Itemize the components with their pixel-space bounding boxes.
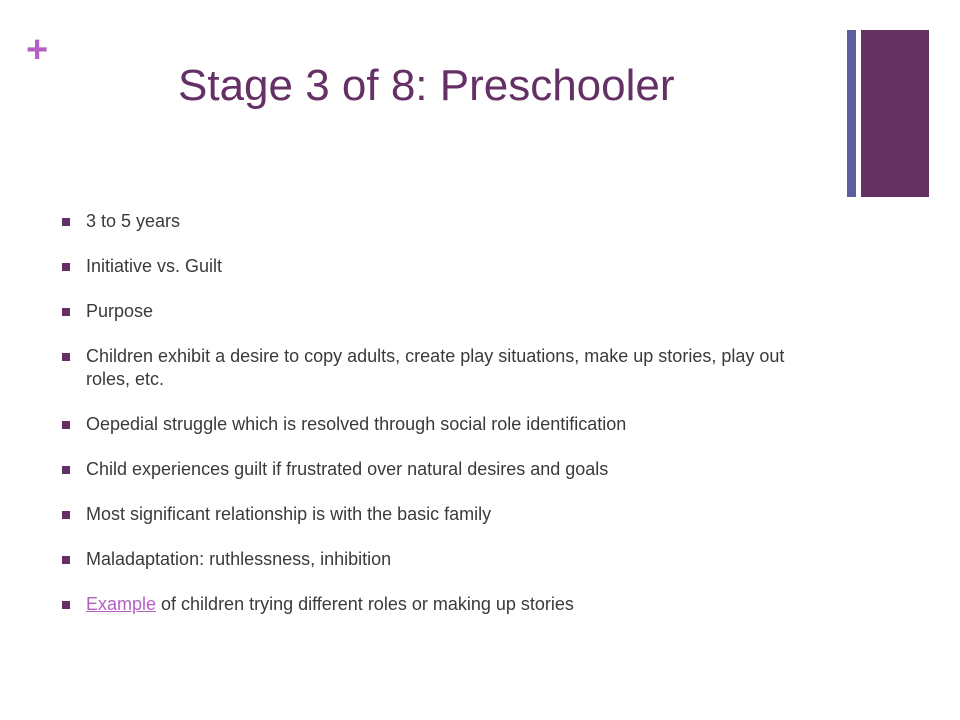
bullet-item-age-range xyxy=(62,210,802,233)
bullet-marker-icon xyxy=(62,218,70,226)
bullet-marker-icon xyxy=(62,308,70,316)
bullet-list xyxy=(62,210,802,638)
example-link[interactable]: Example xyxy=(86,594,157,614)
bullet-text: Oepedial struggle which is resolved through social role identification xyxy=(86,414,627,434)
bullet-marker-icon xyxy=(62,421,70,429)
bullet-text: 3 to 5 years xyxy=(86,211,181,231)
bullet-text: Purpose xyxy=(86,301,154,321)
bullet-item-struggle xyxy=(62,413,802,436)
bullet-item-behavior xyxy=(62,345,802,391)
slide-title: Stage 3 of 8: Preschooler xyxy=(178,61,675,110)
bullet-text: Maladaptation: ruthlessness, inhibition xyxy=(86,549,392,569)
bullet-item-relationship xyxy=(62,503,802,526)
bullet-item-maladaptation xyxy=(62,548,802,571)
decorative-bar-thin xyxy=(847,30,856,197)
bullet-marker-icon xyxy=(62,353,70,361)
bullet-item-example xyxy=(62,593,802,616)
bullet-item-conflict xyxy=(62,255,802,278)
bullet-text: Child experiences guilt if frustrated over natural desires and goals xyxy=(86,459,609,479)
bullet-item-guilt xyxy=(62,458,802,481)
bullet-text: Children exhibit a desire to copy adults, create play situations, make up stories, play out roles, etc. xyxy=(86,346,785,389)
bullet-text: Initiative vs. Guilt xyxy=(86,256,223,276)
decorative-bar-thick xyxy=(861,30,929,197)
bullet-marker-icon xyxy=(62,601,70,609)
bullet-marker-icon xyxy=(62,556,70,564)
bullet-text: of children trying different roles or making up stories xyxy=(156,594,574,614)
bullet-text: Most significant relationship is with the basic family xyxy=(86,504,492,524)
plus-logo-mark: + xyxy=(26,29,49,71)
bullet-item-virtue xyxy=(62,300,802,323)
bullet-marker-icon xyxy=(62,263,70,271)
bullet-marker-icon xyxy=(62,511,70,519)
bullet-marker-icon xyxy=(62,466,70,474)
